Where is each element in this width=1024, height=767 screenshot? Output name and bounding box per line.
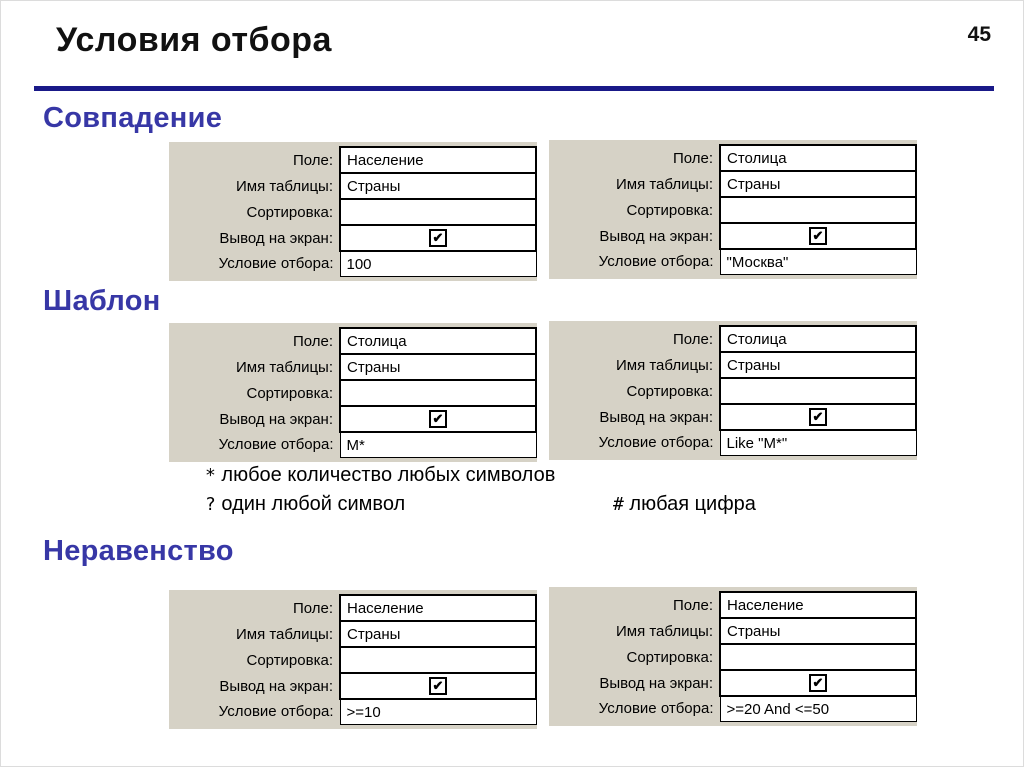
show-label: Вывод на экран: bbox=[549, 404, 720, 430]
sort-label: Сортировка: bbox=[169, 647, 340, 673]
check-icon: ✔ bbox=[432, 678, 444, 694]
table-name-label: Имя таблицы: bbox=[549, 171, 720, 197]
show-label: Вывод на экран: bbox=[169, 225, 340, 251]
show-label: Вывод на экран: bbox=[169, 406, 340, 432]
table-name-label: Имя таблицы: bbox=[549, 618, 720, 644]
field-label: Поле: bbox=[169, 147, 340, 173]
criteria-value[interactable]: Like "М*" bbox=[720, 430, 916, 456]
field-label: Поле: bbox=[169, 328, 340, 354]
query-grid-inequality-2 bbox=[549, 587, 917, 726]
query-grid-inequality-1 bbox=[169, 590, 537, 729]
criteria-label: Условие отбора: bbox=[169, 251, 340, 277]
section-heading-match: Совпадение bbox=[43, 102, 223, 134]
show-label: Вывод на экран: bbox=[549, 223, 720, 249]
sort-value[interactable] bbox=[720, 644, 916, 670]
section-heading-inequality: Неравенство bbox=[43, 535, 234, 567]
show-label: Вывод на экран: bbox=[549, 670, 720, 696]
question-symbol: ? bbox=[205, 494, 216, 515]
wildcard-note-star-text: любое количество любых символов bbox=[221, 464, 556, 486]
check-icon: ✔ bbox=[812, 409, 824, 425]
check-icon: ✔ bbox=[432, 411, 444, 427]
wildcard-note-question-text: один любой символ bbox=[221, 493, 406, 515]
field-value[interactable]: Население bbox=[720, 592, 916, 618]
sort-label: Сортировка: bbox=[169, 380, 340, 406]
table-name-label: Имя таблицы: bbox=[169, 621, 340, 647]
sort-value[interactable] bbox=[720, 378, 916, 404]
show-cell bbox=[340, 406, 536, 432]
sort-label: Сортировка: bbox=[549, 644, 720, 670]
table-name-label: Имя таблицы: bbox=[549, 352, 720, 378]
field-value[interactable]: Столица bbox=[720, 145, 916, 171]
field-label: Поле: bbox=[549, 326, 720, 352]
show-cell bbox=[720, 670, 916, 696]
show-cell bbox=[340, 673, 536, 699]
hash-symbol: # bbox=[613, 494, 624, 515]
table-name-value[interactable]: Страны bbox=[340, 621, 536, 647]
criteria-value[interactable]: >=20 And <=50 bbox=[720, 696, 916, 722]
show-label: Вывод на экран: bbox=[169, 673, 340, 699]
field-value[interactable]: Столица bbox=[340, 328, 536, 354]
show-checkbox[interactable] bbox=[429, 229, 447, 247]
asterisk-symbol: * bbox=[205, 465, 216, 486]
show-checkbox[interactable] bbox=[809, 227, 827, 245]
table-name-value[interactable]: Страны bbox=[340, 173, 536, 199]
criteria-value[interactable]: 100 bbox=[340, 251, 536, 277]
sort-label: Сортировка: bbox=[549, 197, 720, 223]
sort-value[interactable] bbox=[340, 380, 536, 406]
criteria-label: Условие отбора: bbox=[549, 249, 720, 275]
show-checkbox[interactable] bbox=[809, 674, 827, 692]
check-icon: ✔ bbox=[812, 228, 824, 244]
sort-value[interactable] bbox=[720, 197, 916, 223]
criteria-label: Условие отбора: bbox=[549, 696, 720, 722]
table-name-label: Имя таблицы: bbox=[169, 173, 340, 199]
criteria-label: Условие отбора: bbox=[549, 430, 720, 456]
show-checkbox[interactable] bbox=[429, 677, 447, 695]
sort-value[interactable] bbox=[340, 647, 536, 673]
query-grid-match-1 bbox=[169, 142, 537, 281]
sort-value[interactable] bbox=[340, 199, 536, 225]
criteria-label: Условие отбора: bbox=[169, 699, 340, 725]
wildcard-note-hash bbox=[613, 493, 756, 516]
criteria-value[interactable]: "Москва" bbox=[720, 249, 916, 275]
title-rule bbox=[34, 86, 994, 91]
query-grid-match-2 bbox=[549, 140, 917, 279]
field-value[interactable]: Столица bbox=[720, 326, 916, 352]
field-value[interactable]: Население bbox=[340, 595, 536, 621]
table-name-value[interactable]: Страны bbox=[720, 618, 916, 644]
table-name-value[interactable]: Страны bbox=[720, 171, 916, 197]
show-checkbox[interactable] bbox=[809, 408, 827, 426]
field-value[interactable]: Население bbox=[340, 147, 536, 173]
check-icon: ✔ bbox=[812, 675, 824, 691]
wildcard-note-star bbox=[205, 464, 555, 487]
sort-label: Сортировка: bbox=[549, 378, 720, 404]
table-name-value[interactable]: Страны bbox=[340, 354, 536, 380]
criteria-label: Условие отбора: bbox=[169, 432, 340, 458]
field-label: Поле: bbox=[549, 592, 720, 618]
show-checkbox[interactable] bbox=[429, 410, 447, 428]
query-grid-pattern-1 bbox=[169, 323, 537, 462]
wildcard-note-question bbox=[205, 493, 405, 516]
show-cell bbox=[720, 404, 916, 430]
show-cell bbox=[340, 225, 536, 251]
criteria-value[interactable]: >=10 bbox=[340, 699, 536, 725]
query-grid-pattern-2 bbox=[549, 321, 917, 460]
wildcard-note-hash-text: любая цифра bbox=[629, 493, 756, 515]
criteria-value[interactable]: М* bbox=[340, 432, 536, 458]
section-heading-pattern: Шаблон bbox=[43, 285, 161, 317]
table-name-value[interactable]: Страны bbox=[720, 352, 916, 378]
show-cell bbox=[720, 223, 916, 249]
page-title: Условия отбора bbox=[56, 21, 332, 59]
check-icon: ✔ bbox=[432, 230, 444, 246]
field-label: Поле: bbox=[169, 595, 340, 621]
sort-label: Сортировка: bbox=[169, 199, 340, 225]
field-label: Поле: bbox=[549, 145, 720, 171]
page-number: 45 bbox=[967, 23, 991, 46]
table-name-label: Имя таблицы: bbox=[169, 354, 340, 380]
